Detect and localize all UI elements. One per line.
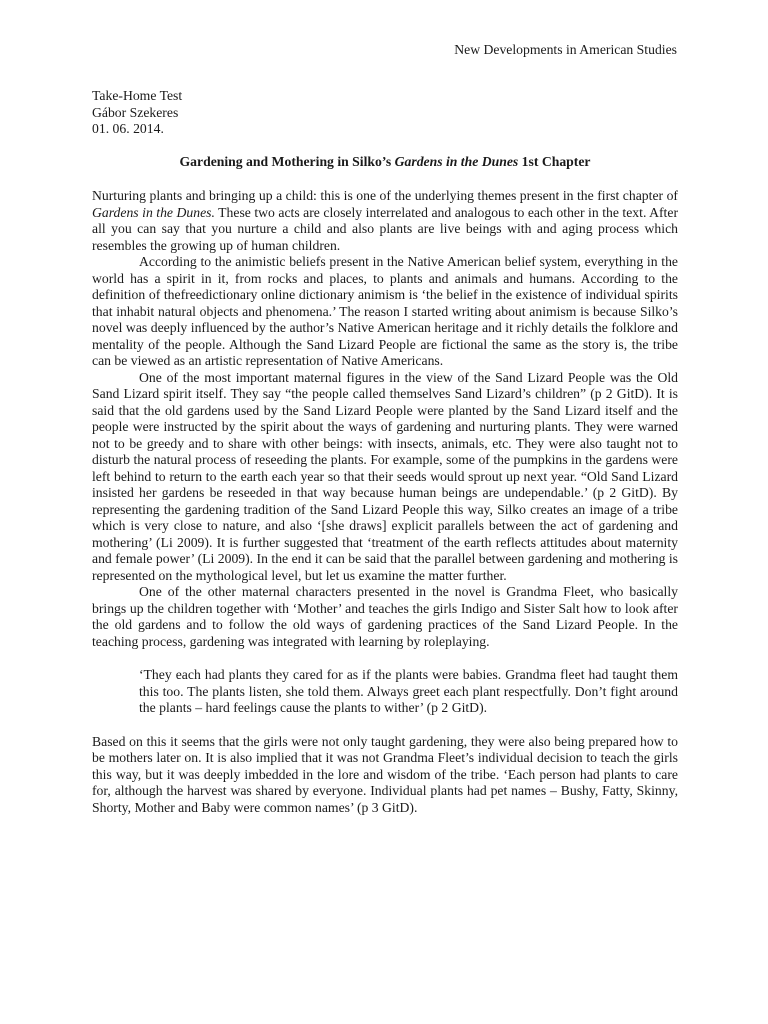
paragraph-3: One of the most important maternal figures in the view of the Sand Lizard People was the Old Sand Lizard spirit itself. They say “the people called themselves Sand Lizard’s children” (p 2 GitD). It is said that the old gardens used by the Sand Lizard People were planted by the Sand Lizard itself and the people were instructed by the spirit about the ways of gardening and nurturing plants. They were warned not to be greedy and to share with other beings: with insects, animals, etc. They were also taught not to disturb the natural process of reseeding the plants. For example, some of the pumpkins in the gardens were left behind to return to the earth each year so that their seeds would sprout up next year. “Old Sand Lizard insisted her gardens be reseeded in that way because human beings are undependable.’ (p 2 GitD). By representing the gardening tradition of the Sand Lizard People this way, Silko creates an image of a tribe which is very close to nature, and also ‘[she draws] explicit parallels between the act of gardening and mothering’ (Li 2009). It is further suggested that ‘treatment of the earth reflects attitudes about maternity and female power’ (Li 2009). In the end it can be said that the parallel between gardening and mothering is represented on the mythological level, but let us examine the matter further. <box>92 369 678 583</box>
document-body <box>92 188 678 816</box>
paragraph-1-book-title: Gardens in the Dunes. <box>92 204 215 220</box>
title-prefix: Gardening and Mothering in Silko’s <box>179 154 395 169</box>
document-date: 01. 06. 2014. <box>92 121 164 136</box>
course-header: New Developments in American Studies <box>454 42 677 57</box>
title-suffix: 1st Chapter <box>518 154 591 169</box>
paragraph-2: According to the animistic beliefs present in the Native American belief system, everything in the world has a spirit in it, from rocks and places, to plants and animals and humans. According to the definition of thefreedictionary online dictionary animism is ‘the belief in the existence of individual spirits that inhabit natural objects and phenomena.’ The reason I started writing about animism is because Silko’s novel was deeply influenced by the author’s Native American heritage and it richly details the folklore and mentality of the people. Although the Sand Lizard People are fictional the same as the story is, the tribe can be viewed as an artistic representation of Native Americans. <box>92 254 678 368</box>
block-quote: ‘They each had plants they cared for as if the plants were babies. Grandma fleet had taught them this too. The plants listen, she told them. Always greet each plant respectfully. Don’t fight around the plants – hard feelings cause the plants to wither’ (p 2 GitD). <box>139 667 678 715</box>
author-name: Gábor Szekeres <box>92 104 179 120</box>
title-book: Gardens in the Dunes <box>394 154 519 169</box>
document-title <box>92 154 678 171</box>
document-meta <box>92 88 182 138</box>
paragraph-5: Based on this it seems that the girls were not only taught gardening, they were also being prepared how to be mothers later on. It is also implied that it was not Grandma Fleet’s individual decision to teach the girls this way, but it was deeply imbedded in the lore and wisdom of the tribe. ‘Each person had plants to care for, although the harvest was shared by everyone. Individual plants had pet names – Bushy, Fatty, Skinny, Shorty, Mother and Baby were common names’ (p 3 GitD). <box>92 733 678 815</box>
document-type: Take-Home Test <box>92 88 183 103</box>
paragraph-1-end: These two acts are closely interrelated and analogous to each other in the text. After all you can say that you nurture a child and also plants are live beings with and aging process which resembles the growing up of human children. <box>92 204 678 253</box>
paragraph-4: One of the other maternal characters presented in the novel is Grandma Fleet, who basically brings up the children together with ‘Mother’ and teaches the girls Indigo and Sister Salt how to look after the old gardens and to follow the old ways of gardening practices of the Sand Lizard People. In the teaching process, gardening was integrated with learning by roleplaying. <box>92 584 678 649</box>
paragraph-1-start: Nurturing plants and bringing up a child: this is one of the underlying themes present in the first chapter of <box>92 188 678 203</box>
paragraph-1 <box>92 188 678 254</box>
